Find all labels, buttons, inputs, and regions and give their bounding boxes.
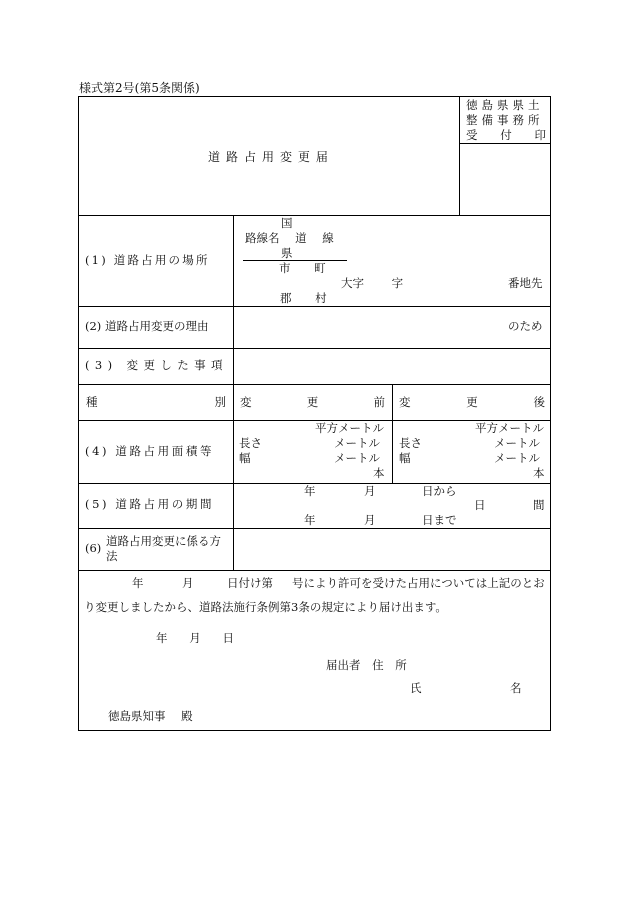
method-label-line2: 法	[106, 549, 118, 563]
period-days: 日	[474, 498, 486, 512]
period-from-month: 月	[364, 484, 376, 498]
applicant-name-mei: 名	[510, 681, 522, 695]
after-sqm: 平方メートル	[475, 421, 544, 435]
location-ken: 県	[281, 246, 293, 260]
after-length-unit: メートル	[494, 436, 540, 450]
stamp-office-line1: 徳島県県土	[466, 98, 544, 112]
row-line-1	[78, 306, 551, 307]
before-header: 変 更 前	[240, 395, 385, 409]
location-banchi: 番地先	[508, 276, 543, 290]
before-count-unit: 本	[373, 466, 385, 480]
declaration-line2: り変更しましたから、道路法施行条例第3条の規定により届け出ます。	[84, 600, 447, 614]
addressee: 徳島県知事 殿	[108, 709, 193, 723]
row-line-2	[78, 348, 551, 349]
after-width-unit: メートル	[494, 451, 540, 465]
period-from-day: 日から	[422, 484, 457, 498]
applicant-name-shi: 氏	[410, 681, 422, 695]
area-label: (4) 道路占用面積等	[85, 444, 215, 458]
decl-month: 月	[182, 576, 194, 590]
before-after-divider	[392, 384, 393, 483]
row-line-6	[78, 528, 551, 529]
form-number: 様式第2号(第5条関係)	[79, 81, 200, 95]
location-shi-machi: 市 町	[279, 261, 326, 275]
declaration-line1	[84, 578, 546, 590]
method-label-line1: 道路占用変更に係る方	[106, 534, 221, 548]
after-width-label: 幅	[399, 451, 411, 465]
decl-year: 年	[132, 576, 144, 590]
period-label: (5) 道路占用の期間	[85, 497, 215, 511]
decl-text: 号により許可を受けた占用については上記のとお	[292, 576, 545, 590]
period-until-month: 月	[364, 513, 376, 527]
declaration-section	[78, 570, 551, 731]
reason-suffix: のため	[508, 319, 543, 333]
method-number: (6)	[85, 541, 102, 555]
after-header: 変 更 後	[399, 395, 545, 409]
location-kuni: 国	[281, 216, 293, 230]
row-line-3	[78, 384, 551, 385]
location-label: (1) 道路占用の場所	[85, 253, 210, 267]
stamp-header-line	[459, 143, 551, 144]
decl-permit-no: 日付け第	[227, 576, 273, 590]
reason-label: (2) 道路占用変更の理由	[85, 319, 209, 333]
after-count-unit: 本	[533, 466, 545, 480]
form-title: 道 路 占 用 変 更 届	[208, 150, 328, 164]
location-oaza-aza: 大字 字	[341, 276, 404, 290]
before-sqm: 平方メートル	[315, 421, 384, 435]
period-from-year: 年	[304, 484, 316, 498]
stamp-receipt-label: 受 付 印	[466, 128, 546, 142]
before-width-label: 幅	[239, 451, 251, 465]
before-length-unit: メートル	[334, 436, 380, 450]
location-route-name: 路線名 道 線	[245, 231, 334, 245]
after-length-label: 長さ	[399, 436, 422, 450]
stamp-office-line2: 整備事務所	[466, 113, 544, 127]
applicant-address-label: 届出者 住 所	[326, 658, 407, 672]
period-until-day: 日まで	[422, 513, 457, 527]
before-length-label: 長さ	[239, 436, 262, 450]
changes-label: (3) 変更した事項	[85, 358, 228, 372]
before-width-unit: メートル	[334, 451, 380, 465]
period-kan: 間	[533, 498, 545, 512]
label-column-divider	[233, 215, 234, 571]
location-gun-mura: 郡 村	[280, 291, 327, 305]
submission-date: 年 月 日	[156, 631, 234, 645]
kind-header: 種 別	[86, 395, 226, 409]
stamp-divider	[459, 96, 460, 216]
period-until-year: 年	[304, 513, 316, 527]
